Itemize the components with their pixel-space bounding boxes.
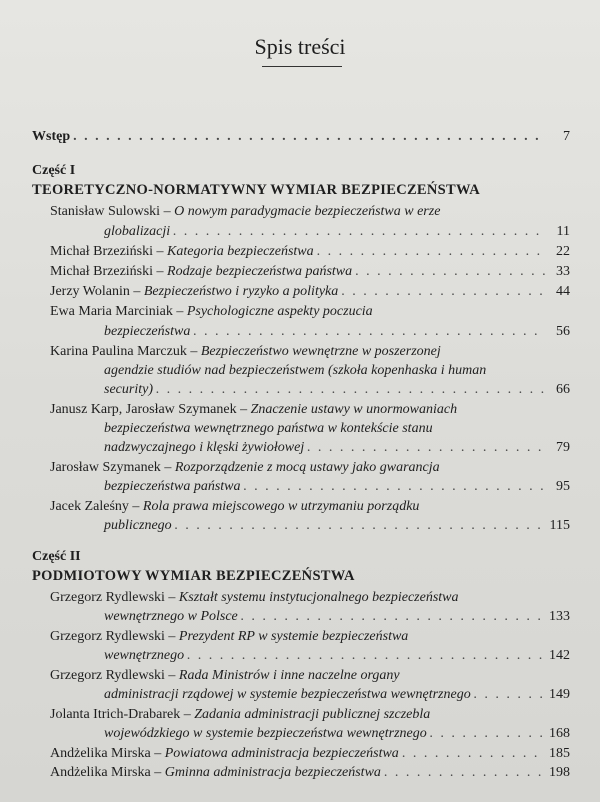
leader-dots xyxy=(474,686,545,703)
separator: – xyxy=(153,244,168,259)
entry-title: Bezpieczeństwo i ryzyko a polityka xyxy=(143,284,339,299)
entry-author: Janusz Karp, Jarosław Szymanek xyxy=(50,402,237,417)
leader-dots xyxy=(402,745,545,762)
leader-dots xyxy=(384,764,545,781)
entry-title: agendzie studiów nad bezpieczeństwem (szkoła kopenhaska i human xyxy=(104,363,487,378)
entry-author: Stanisław Sulowski xyxy=(50,204,161,219)
intro-label: Wstęp xyxy=(32,129,71,144)
entry-author: Michał Brzeziński xyxy=(50,264,154,279)
toc-entry-line xyxy=(50,459,440,476)
page-number: 66 xyxy=(556,382,570,397)
entry-author: Ewa Maria Marciniak xyxy=(50,304,173,319)
entry-title: Zadania administracji publicznej szczebla xyxy=(194,707,431,722)
entry-title: Kształt systemu instytucjonalnego bezpieczeństwa xyxy=(178,590,459,605)
part-label: Część II xyxy=(32,549,81,564)
toc-entry-line xyxy=(104,517,570,534)
entry-title: Gminna administracja bezpieczeństwa xyxy=(164,765,381,780)
toc-entry-line xyxy=(50,283,570,300)
leader-dots xyxy=(73,128,545,145)
entry-title: Rozporządzenie z mocą ustawy jako gwarancja xyxy=(174,460,440,475)
toc-entry-line xyxy=(104,323,570,340)
toc-entry-line xyxy=(50,764,570,781)
entry-author: Grzegorz Rydlewski xyxy=(50,590,165,605)
separator: – xyxy=(164,590,179,605)
part-title: TEORETYCZNO-NORMATYWNY WYMIAR BEZPIECZEŃSTWA xyxy=(32,182,480,198)
separator: – xyxy=(153,264,168,279)
leader-dots xyxy=(241,608,545,625)
leader-dots xyxy=(307,439,545,456)
page-number: 149 xyxy=(549,687,570,702)
entry-title: wewnętrznego xyxy=(104,648,185,663)
toc-entry-line xyxy=(104,647,570,664)
toc-entry-line xyxy=(104,725,570,742)
page-number: 33 xyxy=(556,264,570,279)
leader-dots xyxy=(317,243,545,260)
entry-title: Bezpieczeństwo wewnętrzne w poszerzonej xyxy=(200,344,441,359)
entry-title: Rola prawa miejscowego w utrzymaniu porządku xyxy=(142,499,420,514)
entry-title: globalizacji xyxy=(104,224,171,239)
page-number: 79 xyxy=(556,440,570,455)
entry-title: security) xyxy=(104,382,153,397)
entry-title: O nowym paradygmacie bezpieczeństwa w erze xyxy=(174,204,441,219)
entry-title: nadzwyczajnego i klęski żywiołowej xyxy=(104,440,305,455)
toc-entry-line xyxy=(50,263,570,280)
entry-title: Rada Ministrów i inne naczelne organy xyxy=(178,668,400,683)
entry-title: wojewódzkiego w systemie bezpieczeństwa wewnętrznego xyxy=(104,726,427,741)
entry-title: wewnętrznego w Polsce xyxy=(104,609,238,624)
separator: – xyxy=(150,746,165,761)
separator: – xyxy=(164,629,179,644)
page-number: 133 xyxy=(549,609,570,624)
toc-entry-line xyxy=(104,608,570,625)
leader-dots xyxy=(175,517,545,534)
toc-entry-line xyxy=(50,203,440,220)
entry-author: Jarosław Szymanek xyxy=(50,460,161,475)
page-number: 185 xyxy=(549,746,570,761)
separator: – xyxy=(150,765,165,780)
toc-entry-line xyxy=(104,223,570,240)
page-title: Spis treści xyxy=(254,34,346,59)
toc-entry-line xyxy=(104,686,570,703)
page-number: 198 xyxy=(549,765,570,780)
entry-title: Rodzaje bezpieczeństwa państwa xyxy=(167,264,353,279)
page-number: 44 xyxy=(556,284,570,299)
entry-author: Michał Brzeziński xyxy=(50,244,154,259)
entry-author: Grzegorz Rydlewski xyxy=(50,668,165,683)
separator: – xyxy=(236,402,251,417)
leader-dots xyxy=(193,323,545,340)
entry-title: administracji rządowej w systemie bezpieczeństwa wewnętrznego xyxy=(104,687,471,702)
page-number: 7 xyxy=(563,129,570,144)
separator: – xyxy=(172,304,187,319)
toc-entry-line xyxy=(104,381,570,398)
title-underline xyxy=(262,66,342,67)
entry-title: Powiatowa administracja bezpieczeństwa xyxy=(164,746,399,761)
part-title: PODMIOTOWY WYMIAR BEZPIECZEŃSTWA xyxy=(32,568,355,584)
toc-entry-line xyxy=(50,243,570,260)
entry-author: Jerzy Wolanin xyxy=(50,284,130,299)
part-label: Część I xyxy=(32,163,76,178)
separator: – xyxy=(186,344,201,359)
separator: – xyxy=(164,668,179,683)
page-number: 142 xyxy=(549,648,570,663)
leader-dots xyxy=(173,223,545,240)
entry-title: bezpieczeństwa państwa xyxy=(104,479,241,494)
page-number: 115 xyxy=(549,518,570,533)
entry-author: Karina Paulina Marczuk xyxy=(50,344,187,359)
toc-entry-line xyxy=(104,439,570,456)
toc-entry-line xyxy=(50,628,408,645)
toc-entry-line xyxy=(50,667,400,684)
separator: – xyxy=(180,707,195,722)
separator: – xyxy=(160,460,175,475)
leader-dots xyxy=(355,263,545,280)
entry-title: publicznego xyxy=(104,518,172,533)
entry-title: Psychologiczne aspekty poczucia xyxy=(186,304,373,319)
toc-entry-line xyxy=(104,478,570,495)
toc-entry-line xyxy=(50,589,459,606)
entry-title: bezpieczeństwa xyxy=(104,324,191,339)
toc-entry-line xyxy=(50,745,570,762)
entry-title: Prezydent RP w systemie bezpieczeństwa xyxy=(178,629,409,644)
entry-title: Znaczenie ustawy w unormowaniach xyxy=(250,402,458,417)
page-number: 22 xyxy=(556,244,570,259)
leader-dots xyxy=(341,283,545,300)
entry-author: Jolanta Itrich-Drabarek xyxy=(50,707,181,722)
entry-author: Jacek Zaleśny xyxy=(50,499,129,514)
separator: – xyxy=(128,499,143,514)
page-number: 56 xyxy=(556,324,570,339)
leader-dots xyxy=(430,725,545,742)
toc-entry-line xyxy=(50,303,373,320)
separator: – xyxy=(129,284,144,299)
entry-title: Kategoria bezpieczeństwa xyxy=(167,244,314,259)
entry-author: Grzegorz Rydlewski xyxy=(50,629,165,644)
toc-entry-line xyxy=(50,706,430,723)
page-number: 11 xyxy=(556,224,570,239)
separator: – xyxy=(160,204,175,219)
entry-title: bezpieczeństwa wewnętrznego państwa w kontekście stanu xyxy=(104,421,433,436)
toc-entry-intro xyxy=(32,128,570,145)
entry-author: Andżelika Mirska xyxy=(50,746,151,761)
toc-entry-line xyxy=(50,401,457,418)
leader-dots xyxy=(244,478,546,495)
leader-dots xyxy=(187,647,545,664)
toc-entry-line xyxy=(50,498,419,515)
entry-author: Andżelika Mirska xyxy=(50,765,151,780)
page-number: 95 xyxy=(556,479,570,494)
leader-dots xyxy=(156,381,545,398)
page-number: 168 xyxy=(549,726,570,741)
toc-entry-line xyxy=(50,343,441,360)
